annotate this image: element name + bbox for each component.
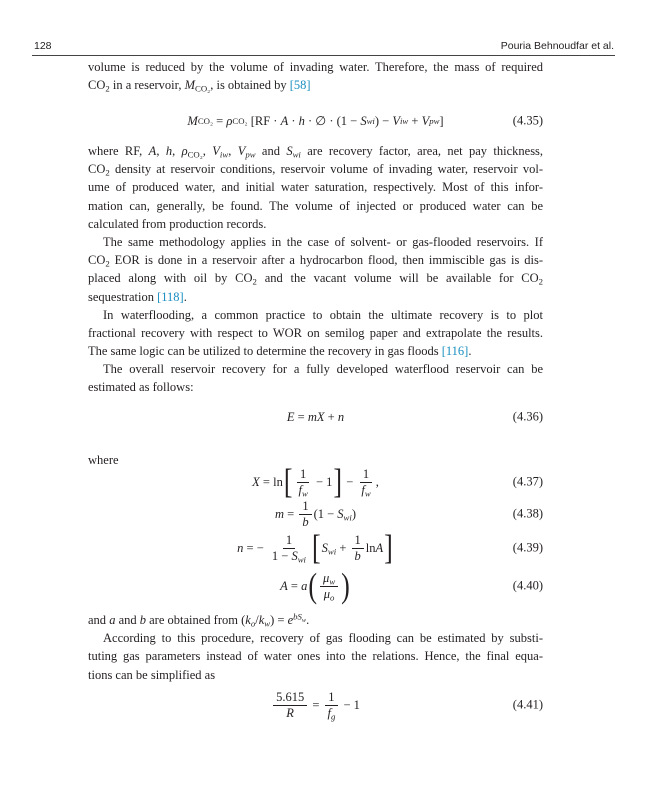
equation-body xyxy=(252,461,379,501)
text-line xyxy=(88,142,543,160)
eq-lhs xyxy=(252,475,283,490)
math-i: mX xyxy=(307,409,325,424)
math-i: X xyxy=(252,474,260,489)
text-run: · ∅ · (1 − xyxy=(304,114,361,128)
fraction xyxy=(273,690,307,721)
eq-tail xyxy=(366,541,383,556)
equation-body xyxy=(275,499,356,530)
fraction xyxy=(269,533,309,564)
text-run: fractional recovery with respect to WOR on semilog paper and extrapolate the results. xyxy=(88,325,543,340)
math-subi: wi xyxy=(327,546,337,557)
text-run: mation can, generally, be found. The volume of injected or produced water can be xyxy=(88,198,543,213)
eq-operator: − xyxy=(343,474,357,489)
right-paren: ) xyxy=(341,565,350,605)
text-run: , xyxy=(172,144,182,158)
math-i: R xyxy=(286,705,294,720)
math-i: S xyxy=(360,113,367,128)
text-run: 1 − xyxy=(271,548,292,563)
equation-body xyxy=(237,527,394,567)
math-i: f xyxy=(361,482,365,497)
math-i: ρ xyxy=(226,113,233,128)
text-run: + xyxy=(336,540,350,555)
denominator xyxy=(283,706,297,721)
math-subi: w xyxy=(301,488,308,499)
text-run: = ln xyxy=(259,474,283,489)
text-line xyxy=(88,178,543,196)
text-run: · xyxy=(288,113,299,128)
math-i: k xyxy=(245,613,251,627)
math-i: h xyxy=(165,144,173,158)
text-run: where xyxy=(88,453,119,467)
text-line xyxy=(88,215,543,233)
math-i: A xyxy=(148,144,157,158)
text-line xyxy=(88,288,543,306)
text-run: ) xyxy=(351,506,356,521)
text-run: calculated from production records. xyxy=(88,216,267,231)
text-run: / xyxy=(255,613,259,627)
eq-tail xyxy=(376,475,379,490)
text-line xyxy=(88,160,543,178)
math-i: V xyxy=(237,144,246,158)
text-run: ume of produced water, and initial water saturation, respectively. Most of this infor- xyxy=(88,180,543,195)
eq-lhs xyxy=(280,579,307,594)
right-bracket: ] xyxy=(333,461,343,501)
eq-lhs xyxy=(275,507,297,522)
text-line xyxy=(88,76,543,94)
math-sub: 2 xyxy=(105,258,110,269)
numerator xyxy=(320,571,338,587)
text-run: , is obtained by xyxy=(210,78,290,93)
text-run: CO xyxy=(88,162,106,177)
text-run: ( xyxy=(241,613,246,627)
text-run: and xyxy=(115,613,140,627)
math-sub: 2 xyxy=(105,167,110,178)
equation-4-39 xyxy=(88,527,543,567)
text-line xyxy=(88,324,543,342)
math-i: S xyxy=(286,144,293,158)
equation-body: M CO₂ = ρ CO₂ [RF · A · h · ∅ · (1 − S wi ) − V iw + V pw ] xyxy=(187,113,444,128)
equation-4-36 xyxy=(88,399,543,435)
math-subi: wi xyxy=(297,554,306,565)
denominator xyxy=(269,549,309,564)
equation-number: (4.40) xyxy=(512,578,543,593)
numerator xyxy=(325,690,337,706)
left-bracket: [ xyxy=(312,527,321,567)
math-i: V xyxy=(392,113,400,128)
equation-number: (4.41) xyxy=(512,697,543,712)
text-line xyxy=(88,666,543,684)
text-run: ) = xyxy=(270,613,288,627)
left-paren: ( xyxy=(308,565,318,605)
math-i: E xyxy=(286,409,295,424)
math-i: a xyxy=(109,613,116,627)
text-line xyxy=(88,269,543,287)
math-i: f xyxy=(298,482,302,497)
numerator xyxy=(283,533,295,549)
text-line xyxy=(88,360,543,378)
fraction xyxy=(296,467,311,498)
text-run: and xyxy=(255,144,287,158)
text-run: = xyxy=(213,113,227,128)
numerator xyxy=(297,467,309,483)
text-run: volume is reduced by the volume of invading water. Therefore, the mass of required xyxy=(88,60,543,74)
page-number: 128 xyxy=(34,40,52,52)
math-i: M xyxy=(184,78,195,93)
text-run: (1 − xyxy=(313,506,338,521)
equation-4-41 xyxy=(88,687,543,723)
text-run: According to this procedure, recovery of gas flooding can be estimated by substi- xyxy=(103,631,543,646)
math-i: h xyxy=(298,113,305,128)
math-i: μ xyxy=(323,586,331,601)
paragraph-gas-flooding xyxy=(88,611,543,684)
text-run: where RF, xyxy=(88,144,149,158)
equation-number: (4.38) xyxy=(512,506,543,521)
eq-tail xyxy=(340,698,360,713)
text-run: sequestration xyxy=(88,289,158,304)
math-i: V xyxy=(421,113,430,128)
text-line xyxy=(88,306,543,324)
math-i: A xyxy=(375,540,384,555)
text-line xyxy=(88,647,543,665)
text-run: 1 xyxy=(354,532,361,547)
text-run: and the vacant volume will be available for CO xyxy=(256,271,539,286)
text-run: . xyxy=(306,613,310,627)
text-run: = xyxy=(294,409,308,424)
text-run: are recovery factor, area, net pay thickness, xyxy=(300,144,543,158)
paragraph-body xyxy=(88,142,543,397)
text-run: + xyxy=(324,409,338,424)
text-line xyxy=(88,629,543,647)
fraction xyxy=(320,571,338,602)
text-run: ] xyxy=(439,113,444,128)
math-sub: CO₂ xyxy=(195,83,211,94)
text-run: , xyxy=(202,144,213,158)
math-sup: bS xyxy=(293,611,302,622)
text-run: 5.615 xyxy=(276,689,305,704)
equation-body xyxy=(287,410,344,425)
text-run: = xyxy=(287,578,302,593)
equation-body xyxy=(271,690,360,721)
paragraph-intro xyxy=(88,58,543,94)
math-i: n xyxy=(337,409,345,424)
text-run: = xyxy=(284,506,298,521)
text-run: The overall reservoir recovery for a fully developed waterflood reservoir can be xyxy=(103,362,543,377)
math-subi: o xyxy=(250,618,256,629)
math-i: b xyxy=(302,514,309,529)
equation-number: (4.37) xyxy=(512,474,543,489)
text-run: . xyxy=(468,344,472,359)
text-line xyxy=(88,378,543,396)
math-sub: 2 xyxy=(538,276,543,287)
math-subi: w xyxy=(364,488,371,499)
equation-body xyxy=(280,565,351,605)
denominator xyxy=(321,587,338,602)
equation-number: (4.39) xyxy=(512,540,543,555)
text-run: The same logic can be utilized to determine the recovery in gas floods xyxy=(88,344,442,359)
numerator xyxy=(352,533,364,549)
text-line xyxy=(88,342,543,360)
denominator xyxy=(325,706,339,721)
math-i: S xyxy=(291,548,298,563)
text-run: , xyxy=(375,474,379,489)
eq-term xyxy=(322,541,350,556)
math-subi: wi xyxy=(292,149,301,160)
text-run: tuting gas parameters instead of water ones into the relations. Hence, the final equa- xyxy=(88,649,543,664)
math-i: b xyxy=(354,548,361,563)
math-subi: o xyxy=(330,592,335,603)
fraction xyxy=(299,499,311,530)
math-sub: 2 xyxy=(105,83,110,94)
text-run: , xyxy=(228,144,238,158)
equation-4-37 xyxy=(88,461,543,501)
running-header-authors: Pouria Behnoudfar et al. xyxy=(500,40,614,52)
fraction xyxy=(358,467,373,498)
math-subi: w xyxy=(329,576,336,587)
text-line xyxy=(88,611,543,629)
text-run: estimated as follows: xyxy=(88,380,194,395)
text-run: . xyxy=(183,289,187,304)
math-i: ρ xyxy=(181,144,188,158)
text-run: CO xyxy=(88,253,106,268)
math-i: S xyxy=(321,540,328,555)
citation-link[interactable]: [118] xyxy=(157,289,184,304)
numerator xyxy=(273,690,307,706)
numerator xyxy=(299,499,311,515)
text-run: 1 xyxy=(300,466,307,481)
equation-4-40 xyxy=(88,565,543,605)
text-run: 1 xyxy=(302,498,309,513)
right-bracket: ] xyxy=(384,527,393,567)
text-run: ln xyxy=(365,540,376,555)
math-subi: iw xyxy=(219,149,229,160)
text-run: = − xyxy=(243,540,267,555)
equation-4-38 xyxy=(88,496,543,532)
math-i: V xyxy=(212,144,220,158)
text-run: , xyxy=(156,144,166,158)
text-line xyxy=(88,58,543,76)
text-run: are obtained from xyxy=(146,613,242,627)
citation-link[interactable]: [116] xyxy=(441,344,469,359)
math-subi: w xyxy=(264,618,271,629)
text-run: ) − xyxy=(374,113,393,128)
numerator xyxy=(360,467,372,483)
text-run: + xyxy=(408,113,422,128)
math-i: M xyxy=(187,113,198,128)
math-i: A xyxy=(280,113,289,128)
math-subi: pw xyxy=(245,149,256,160)
text-run: EOR is done in a reservoir after a hydrocarbon flood, then immiscible gas is dis- xyxy=(109,253,543,268)
text-run: density at reservoir conditions, reservoir volume of invading water, reservoir vol- xyxy=(109,162,543,177)
equation-4-35 xyxy=(88,103,543,139)
citation-link[interactable]: [58] xyxy=(289,78,311,93)
eq-operator xyxy=(309,698,322,713)
text-line xyxy=(88,233,543,251)
math-i: k xyxy=(258,613,265,627)
text-line xyxy=(88,197,543,215)
math-i: f xyxy=(327,705,331,720)
math-supsub: w xyxy=(301,616,307,624)
eq-lhs xyxy=(237,541,267,556)
math-i: m xyxy=(274,506,285,521)
math-i: n xyxy=(237,540,244,555)
math-sub: 2 xyxy=(252,276,257,287)
text-line xyxy=(88,251,543,269)
text-run: in a reservoir, xyxy=(109,78,185,93)
text-run: In waterflooding, a common practice to obtain the ultimate recovery is to plot xyxy=(103,307,543,322)
header-rule xyxy=(32,55,615,56)
denominator xyxy=(352,549,364,564)
math-subi: wi xyxy=(343,512,352,523)
left-bracket: [ xyxy=(283,461,293,501)
math-i: A xyxy=(280,578,288,593)
eq-term: − 1 xyxy=(312,474,333,489)
text-run: [RF · xyxy=(247,113,281,128)
math-i: S xyxy=(337,506,344,521)
denominator xyxy=(299,515,311,530)
fraction xyxy=(352,533,364,564)
text-run: 1 xyxy=(285,532,293,547)
math-subi: g xyxy=(330,711,336,722)
fraction xyxy=(325,690,339,721)
eq-tail xyxy=(314,507,356,522)
math-i: μ xyxy=(323,570,330,585)
math-i: b xyxy=(139,613,146,627)
math-sub: CO₂ xyxy=(187,149,203,160)
text-run: CO xyxy=(88,78,106,93)
equation-number: (4.36) xyxy=(512,409,543,424)
text-run: and xyxy=(88,613,110,627)
text-run: = xyxy=(309,697,323,712)
math-i: a xyxy=(301,578,308,593)
text-run: placed along with oil by CO xyxy=(88,271,253,286)
text-run: 1 xyxy=(328,689,335,704)
text-run: The same methodology applies in the case of solvent- or gas-flooded reservoirs. If xyxy=(103,234,543,249)
text-run: tions can be simplified as xyxy=(88,667,216,682)
equation-number: (4.35) xyxy=(512,113,543,128)
text-run: − 1 xyxy=(340,697,360,712)
math-i: e xyxy=(287,613,294,627)
text-run: 1 xyxy=(362,466,370,481)
